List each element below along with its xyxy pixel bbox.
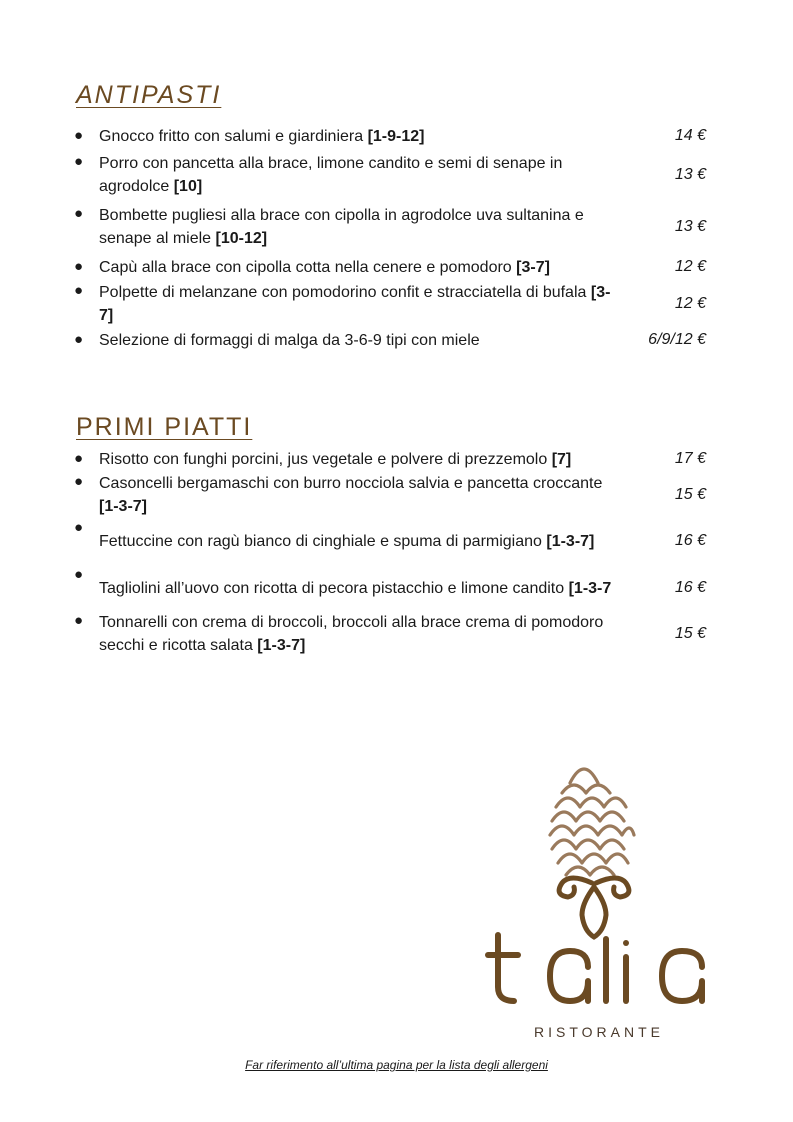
item-allergens: [1-3-7] (99, 498, 148, 515)
item-allergens: [1-3-7 (568, 579, 612, 597)
item-allergens: [7] (551, 450, 572, 468)
item-price: 16 € (674, 579, 706, 596)
list-item (74, 203, 710, 251)
bullet-icon: ● (74, 258, 84, 275)
bullet-icon: ● (74, 331, 84, 348)
item-allergens: [1-9-12] (367, 127, 425, 145)
list-item (74, 124, 710, 148)
item-description: Porro con pancetta alla brace, limone candito e semi di senape in agrodolce (99, 155, 563, 195)
item-description: Casoncelli bergamaschi con burro nocciola salvia e pancetta croccante (99, 475, 603, 492)
item-allergens: [3-7] (99, 284, 611, 324)
item-description: Tonnarelli con crema di broccoli, broccoli alla brace crema di pomodoro secchi e ricotta salata (99, 614, 604, 654)
item-price: 16 € (674, 532, 706, 549)
item-description: Selezione di formaggi di malga da 3-6-9 tipi con miele (99, 331, 480, 349)
item-price: 12 € (674, 295, 706, 312)
bullet-icon: ● (74, 127, 84, 144)
bullet-icon: ● (74, 153, 84, 170)
item-allergens: [10-12] (215, 230, 268, 247)
item-description: Bombette pugliesi alla brace con cipolla in agrodolce uva sultanina e senape al miele (99, 207, 584, 247)
item-allergens: [1-3-7] (257, 637, 306, 654)
list-item (74, 151, 710, 199)
item-description: Polpette di melanzane con pomodorino confit e stracciatella di bufala (99, 284, 591, 301)
item-description: Gnocco fritto con salumi e giardiniera (99, 127, 368, 145)
item-price: 15 € (674, 625, 706, 642)
list-item (74, 328, 710, 352)
brand-subtitle: RISTORANTE (534, 1024, 664, 1040)
list-item (74, 610, 710, 658)
list-item (74, 255, 710, 279)
pinecone-icon (470, 755, 720, 1045)
item-price: 12 € (674, 258, 706, 275)
item-price: 17 € (674, 450, 706, 467)
bullet-icon: ● (74, 519, 84, 536)
list-item (74, 471, 710, 519)
allergen-footnote: Far riferimento all’ultima pagina per la lista degli allergeni (245, 1058, 548, 1072)
bullet-icon: ● (74, 473, 84, 490)
bullet-icon: ● (74, 566, 84, 583)
item-price: 14 € (674, 127, 706, 144)
item-description: Capù alla brace con cipolla cotta nella cenere e pomodoro (99, 258, 517, 276)
item-allergens: [3-7] (516, 258, 550, 276)
item-description: Tagliolini all’uovo con ricotta di pecora pistacchio e limone candito (99, 579, 569, 597)
item-price: 15 € (674, 486, 706, 503)
section-title-antipasti: ANTIPASTI (76, 81, 222, 109)
list-item (74, 280, 710, 328)
list-item (74, 447, 710, 471)
list-item (74, 517, 710, 565)
item-price: 6/9/12 € (648, 331, 706, 348)
item-price: 13 € (674, 218, 706, 235)
bullet-icon: ● (74, 612, 84, 629)
bullet-icon: ● (74, 205, 84, 222)
item-description: Risotto con funghi porcini, jus vegetale e polvere di prezzemolo (99, 450, 552, 468)
item-price: 13 € (674, 166, 706, 183)
section-title-primi: PRIMI PIATTI (76, 413, 253, 441)
item-allergens: [10] (173, 178, 203, 195)
item-allergens: [1-3-7] (546, 532, 595, 550)
list-item (74, 564, 710, 612)
bullet-icon: ● (74, 450, 84, 467)
item-description: Fettuccine con ragù bianco di cinghiale e spuma di parmigiano (99, 532, 547, 550)
bullet-icon: ● (74, 282, 84, 299)
